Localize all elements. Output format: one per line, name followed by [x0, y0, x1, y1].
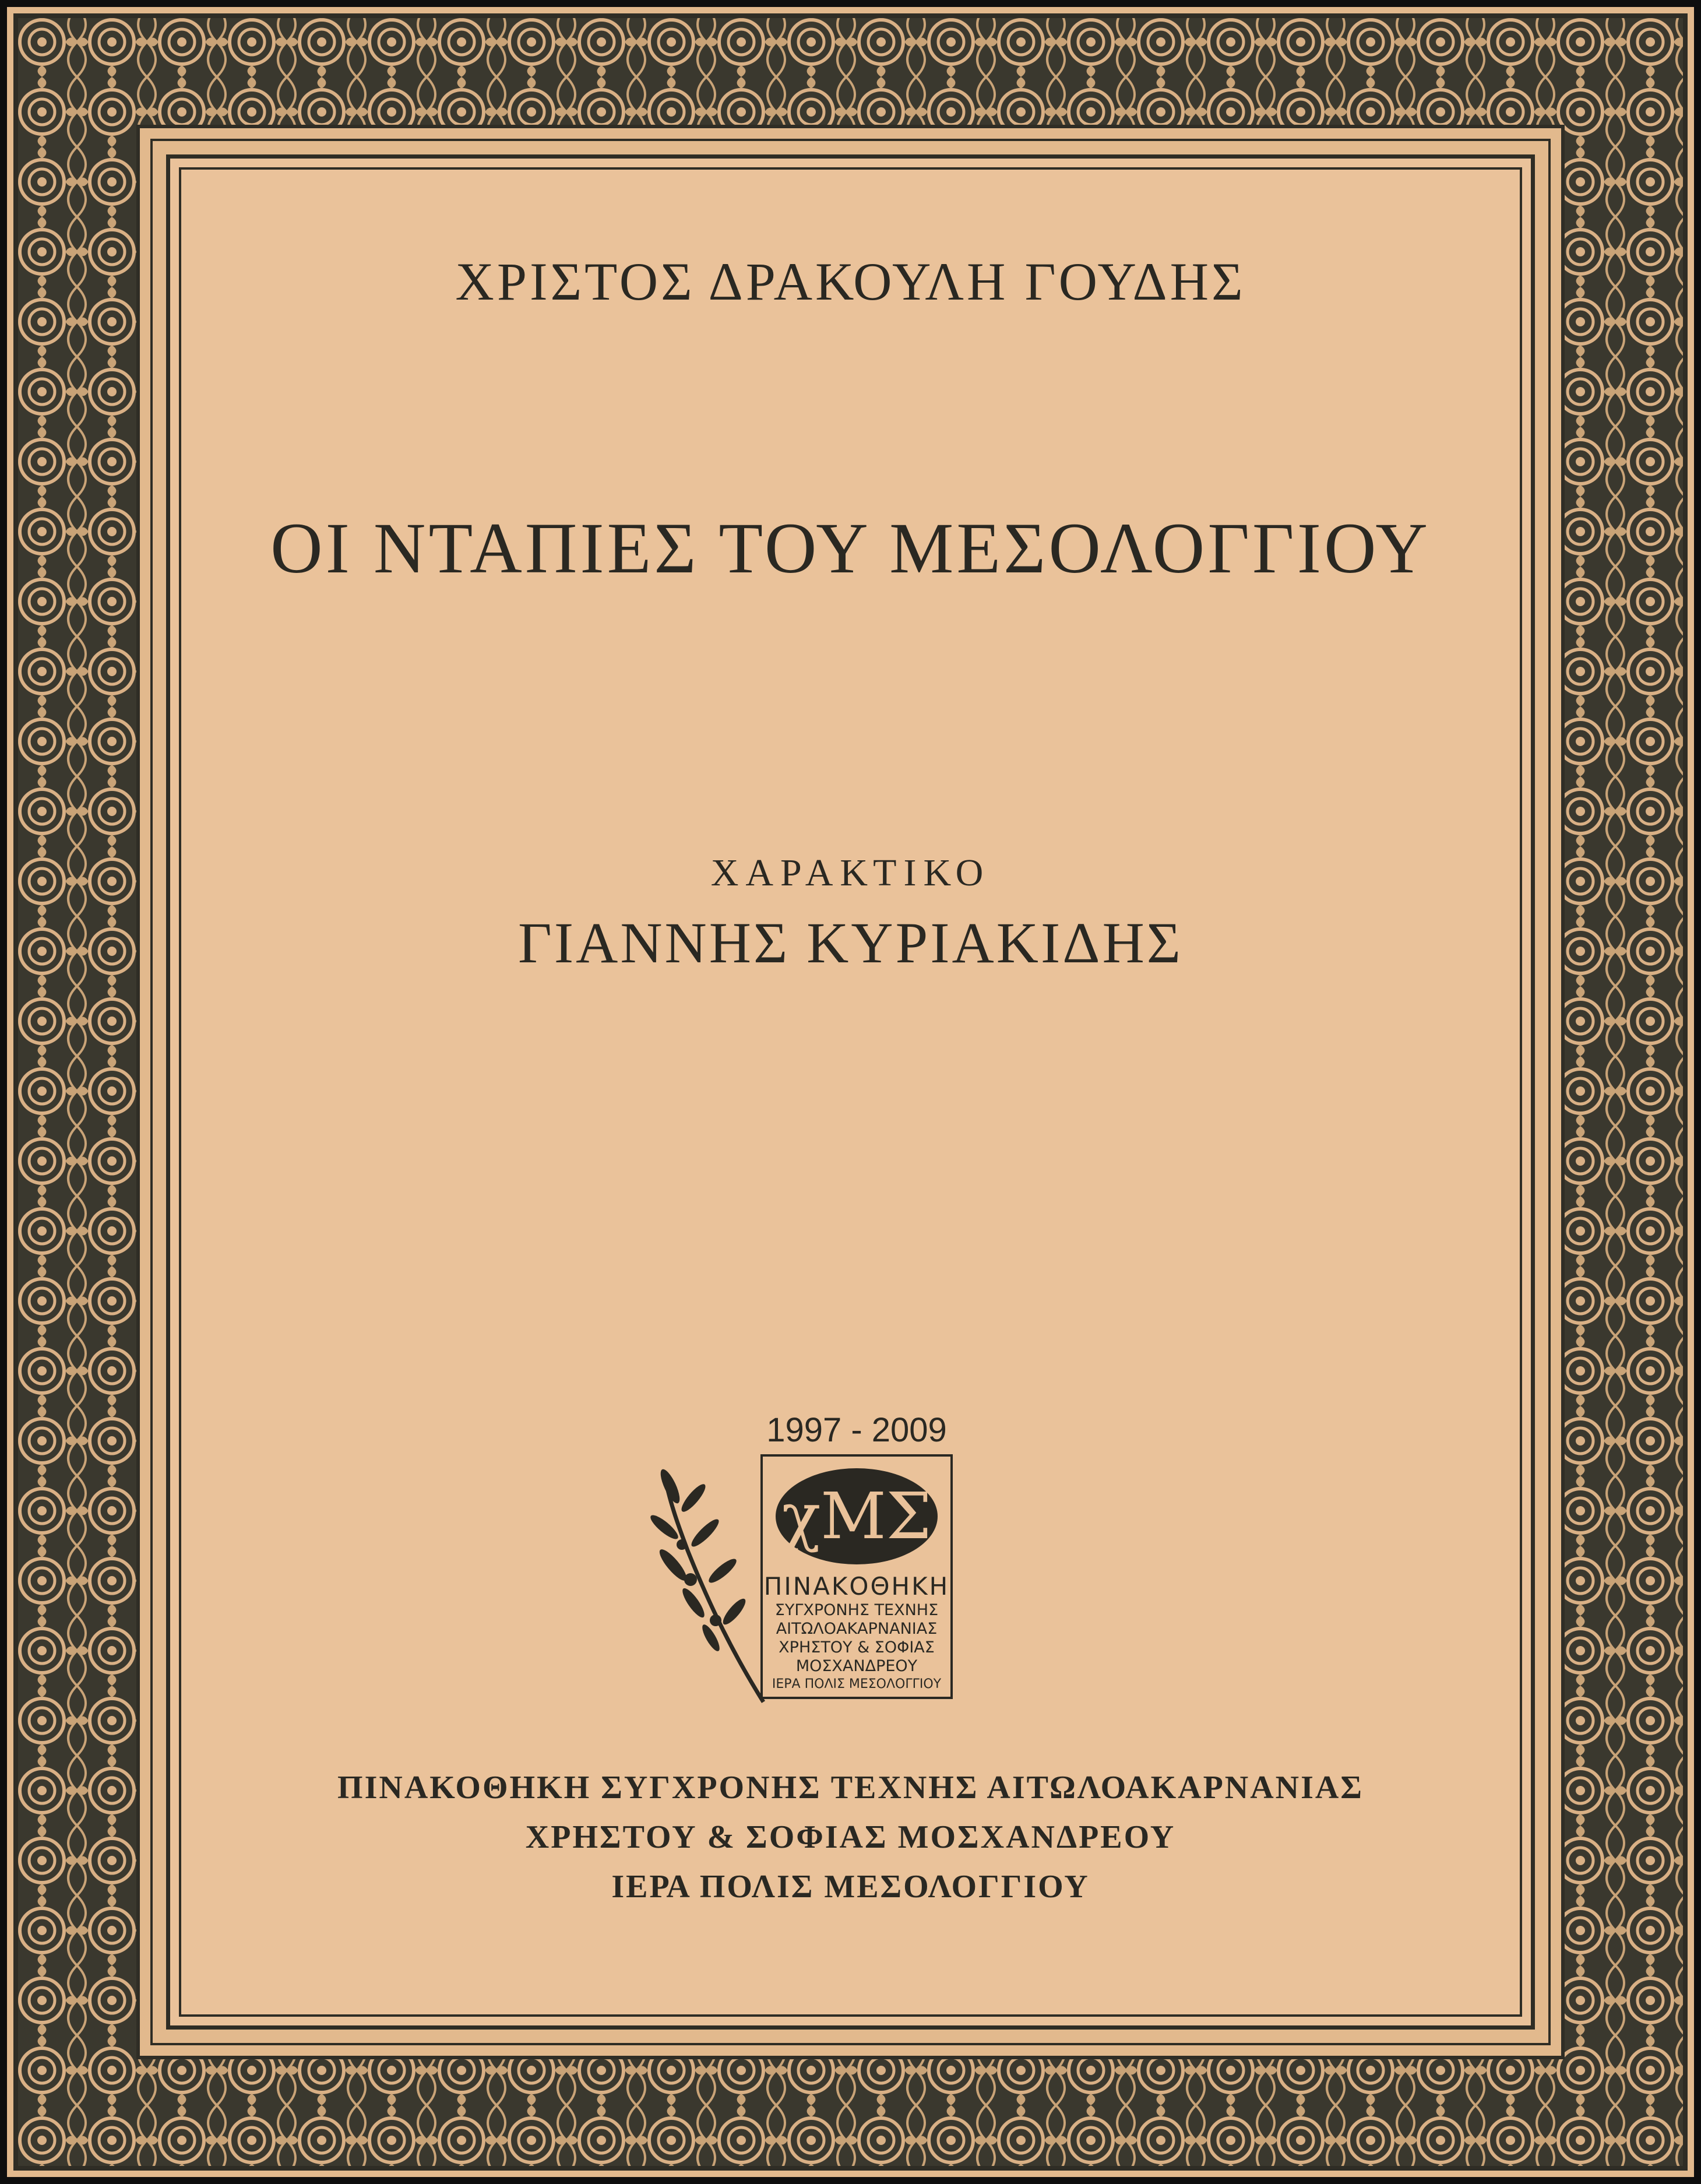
book-title: ΟΙ ΝΤΑΠΙΕΣ ΤΟΥ ΜΕΣΟΛΟΓΓΙΟΥ — [270, 508, 1431, 588]
logo-line: ΑΙΤΩΛΟΑΚΑΡΝΑΝΙΑΣ — [776, 1620, 938, 1638]
publisher-line: ΙΕΡΑ ΠΟΛΙΣ ΜΕΣΟΛΟΓΓΙΟΥ — [611, 1869, 1090, 1905]
logo-line: ΜΟΣΧΑΝΔΡΕΟΥ — [795, 1657, 918, 1675]
logo-monogram: χΜΣ — [776, 1468, 938, 1564]
logo-line: ΧΡΗΣΤΟΥ & ΣΟΦΙΑΣ — [779, 1638, 935, 1657]
publisher-line: ΠΙΝΑΚΟΘΗΚΗ ΣΥΓΧΡΟΝΗΣ ΤΕΧΝΗΣ ΑΙΤΩΛΟΑΚΑΡΝΑΝΙΑΣ — [337, 1770, 1364, 1806]
engraver-name: ΓΙΑΝΝΗΣ ΚΥΡΙΑΚΙΔΗΣ — [518, 910, 1183, 975]
logo-line: ΙΕΡΑ ΠΟΛΙΣ ΜΕΣΟΛΟΓΓΙΟΥ — [772, 1677, 942, 1691]
gallery-logo — [760, 1454, 953, 1699]
logo-years: 1997 - 2009 — [766, 1411, 947, 1449]
publisher-line: ΧΡΗΣΤΟΥ & ΣΟΦΙΑΣ ΜΟΣΧΑΝΔΡΕΟΥ — [525, 1819, 1176, 1855]
author-name: ΧΡΙΣΤΟΣ ΔΡΑΚΟΥΛΗ ΓΟΥΔΗΣ — [455, 252, 1246, 311]
logo-line: ΣΥΓΧΡΟΝΗΣ ΤΕΧΝΗΣ — [774, 1601, 939, 1619]
inner-panel — [166, 154, 1535, 2030]
logo-line: ΠΙΝΑΚΟΘΗΚΗ — [763, 1572, 950, 1601]
engraving-label: ΧΑΡΑΚΤΙΚΟ — [710, 852, 991, 894]
